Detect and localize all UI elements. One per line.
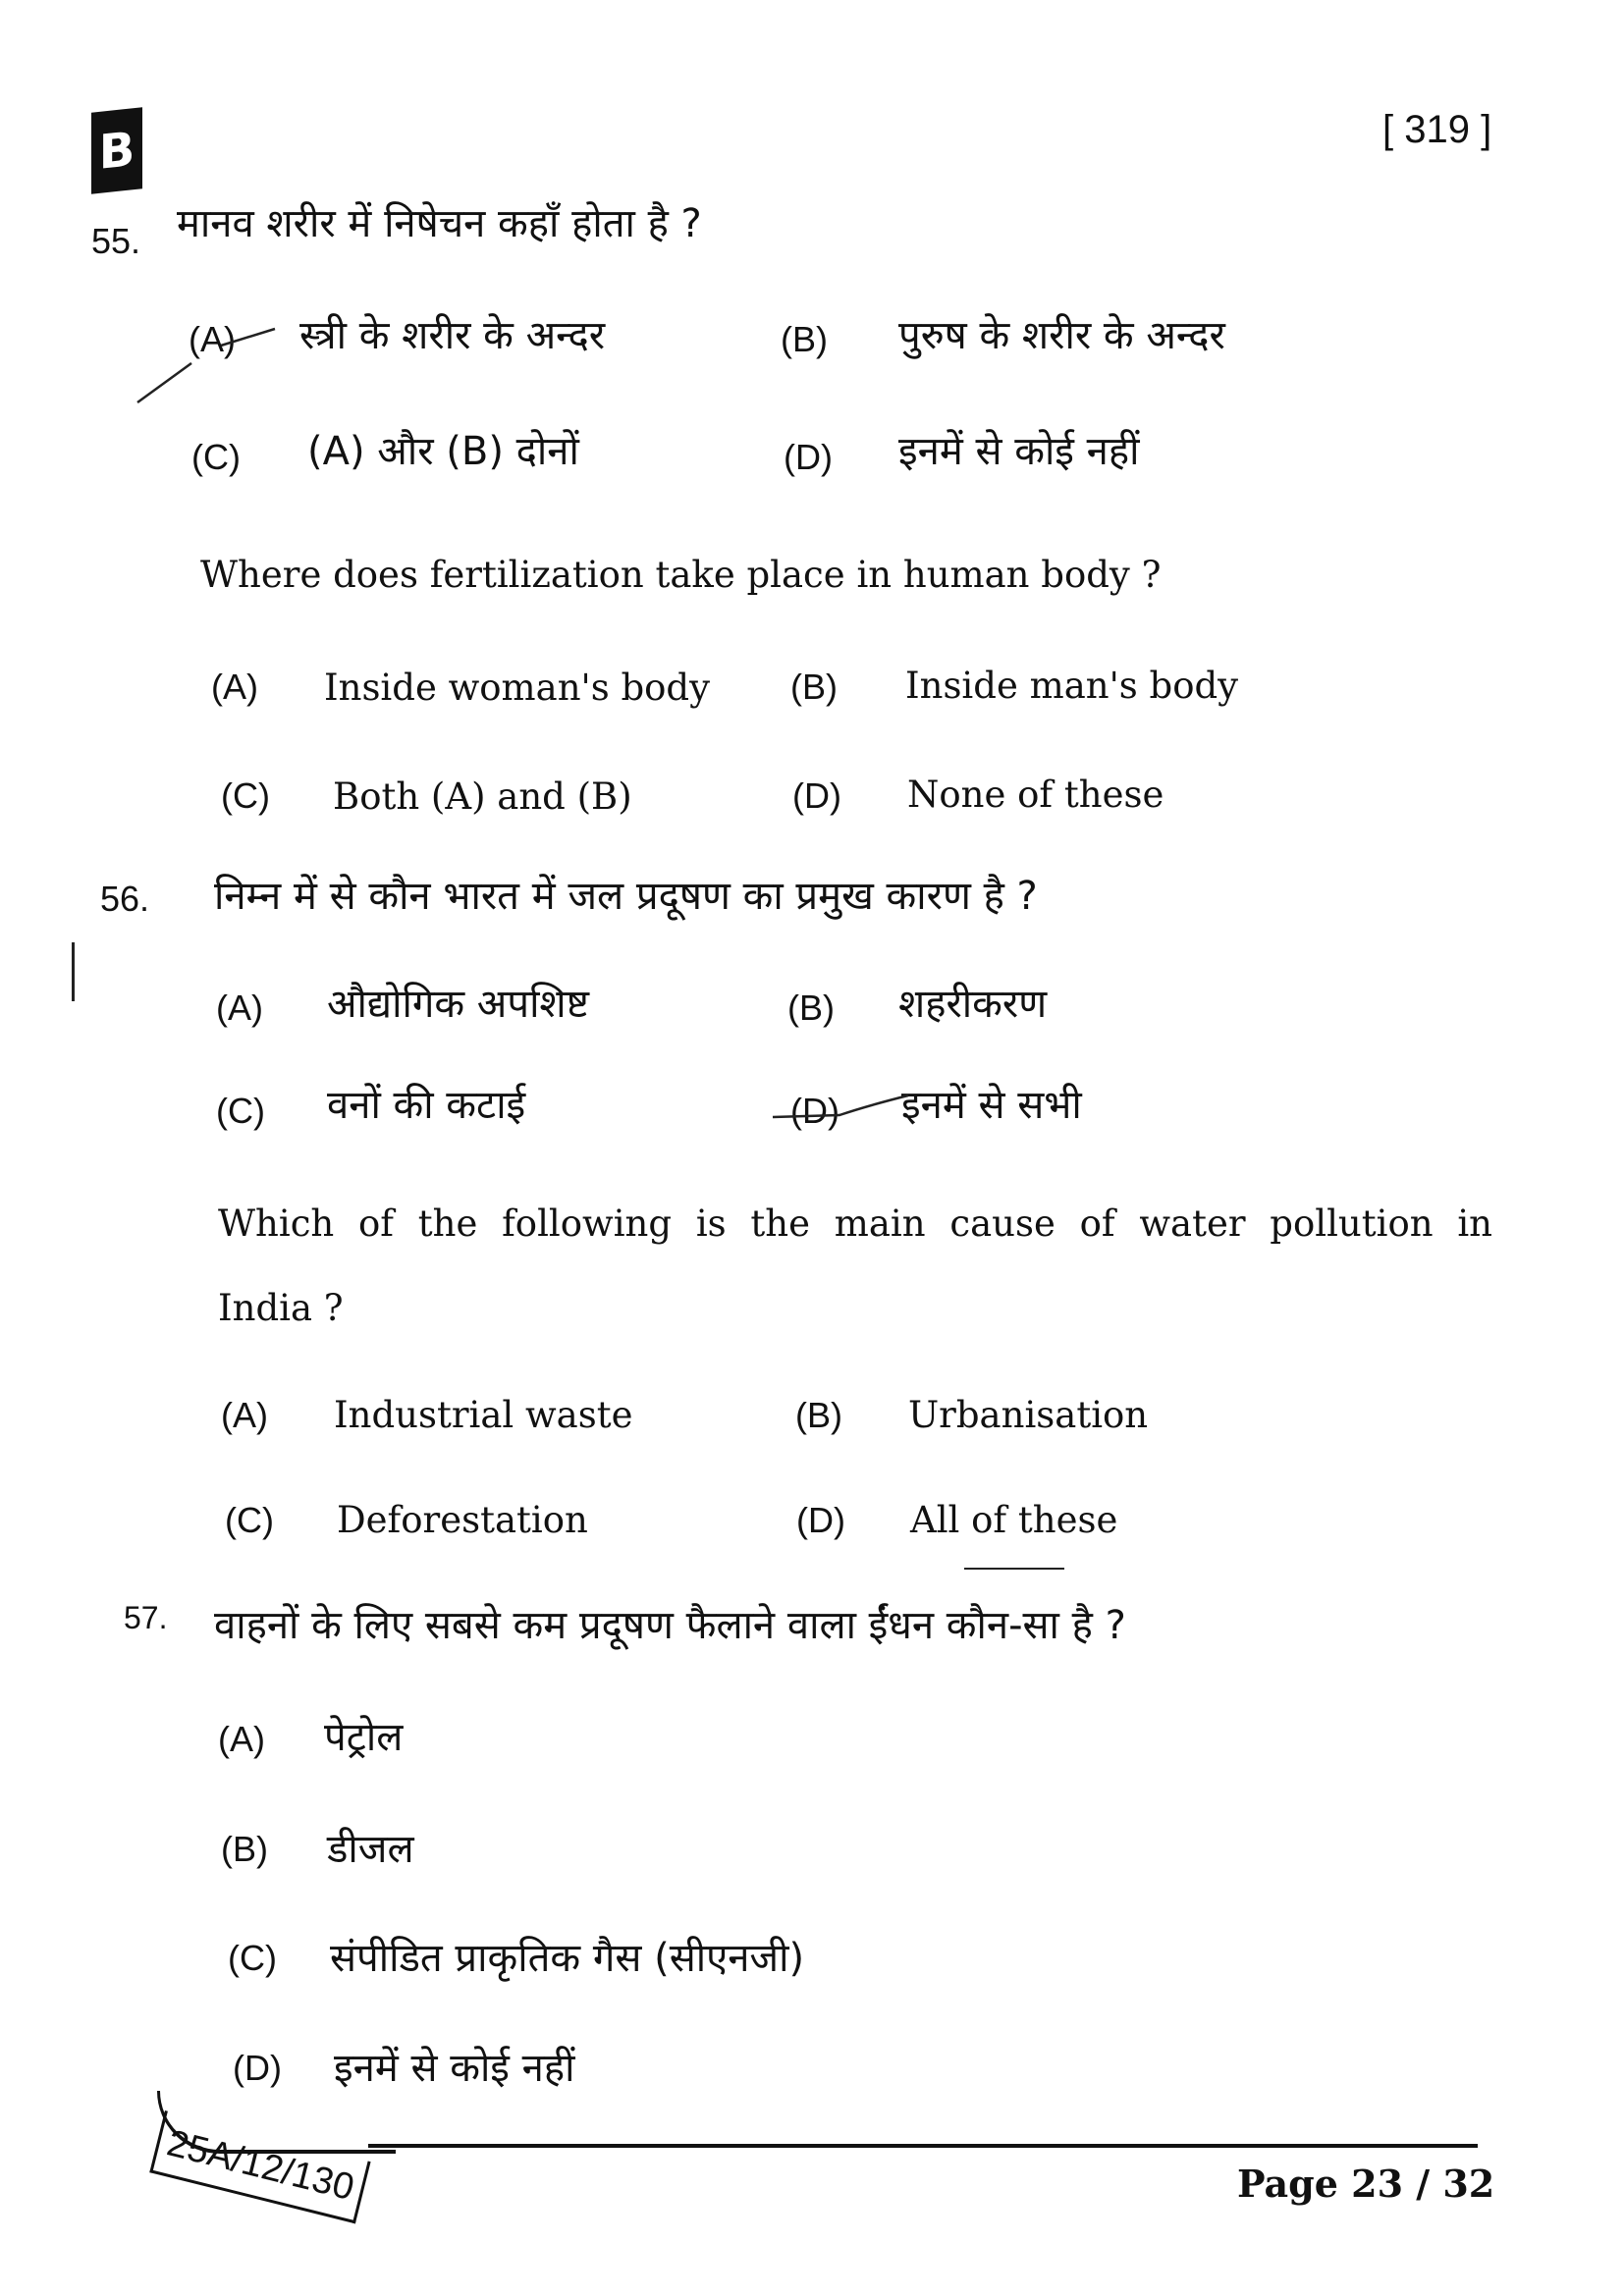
q56-en-option-a: Industrial waste <box>334 1394 633 1436</box>
q57-option-c-label: (C) <box>228 1938 277 1978</box>
q57-option-a: पेट्रोल <box>324 1715 404 1760</box>
q56-hi-option-a: औद्योगिक अपशिष्ट <box>327 982 589 1027</box>
q56-hi-option-a-label: (A) <box>216 988 263 1028</box>
q56-en-option-c-label: (C) <box>225 1500 274 1540</box>
q56-hi-option-c-label: (C) <box>216 1091 265 1131</box>
q56-hi-option-b-label: (B) <box>787 988 835 1028</box>
answer-underline <box>964 1568 1064 1570</box>
q55-en-option-c: Both (A) and (B) <box>333 775 632 818</box>
q56-hi-option-d-label: (D) <box>790 1091 839 1131</box>
q56-en-option-a-label: (A) <box>221 1395 268 1435</box>
paper-code-stamp: 25A/12/130 <box>149 2110 370 2223</box>
q56-en-option-d-label: (D) <box>796 1500 845 1540</box>
q56-en-option-d: All of these <box>910 1499 1118 1541</box>
q56-hi-option-d: इनमें से सभी <box>901 1083 1082 1128</box>
tick-mark-icon <box>771 1088 918 1131</box>
question-56-number: 56. <box>100 879 150 919</box>
q56-hi-option-b: शहरीकरण <box>898 982 1048 1027</box>
q55-en-option-c-label: (C) <box>221 775 270 816</box>
q55-hi-option-a: स्त्री के शरीर के अन्दर <box>299 313 606 358</box>
question-56-english-line1: Which of the following is the main cause of water pollution in <box>218 1202 1492 1245</box>
q55-hi-option-d-label: (D) <box>784 437 833 477</box>
q55-hi-option-c: (A) और (B) दोनों <box>307 429 579 474</box>
q57-option-a-label: (A) <box>218 1719 265 1759</box>
q55-hi-option-b-label: (B) <box>781 319 828 359</box>
q55-en-option-d-label: (D) <box>792 775 841 816</box>
q55-en-option-a: Inside woman's body <box>324 667 710 709</box>
q55-en-option-b: Inside man's body <box>905 665 1239 707</box>
footer-rule <box>368 2144 1478 2148</box>
question-56-english-line2: India ? <box>218 1287 344 1329</box>
question-55-hindi: मानव शरीर में निषेचन कहाँ होता है ? <box>177 201 702 246</box>
set-code-badge: B <box>91 107 142 193</box>
q55-en-option-a-label: (A) <box>211 667 258 707</box>
q57-option-b-label: (B) <box>221 1829 268 1869</box>
q57-option-d: इनमें से कोई नहीं <box>334 2046 575 2091</box>
q57-option-b: डीजल <box>327 1827 414 1872</box>
question-55-english: Where does fertilization take place in human body ? <box>200 554 1162 596</box>
q55-hi-option-a-label: (A) <box>189 319 236 359</box>
margin-mark <box>72 942 75 1001</box>
q57-option-d-label: (D) <box>233 2048 282 2088</box>
q57-option-c: संपीडित प्राकृतिक गैस (सीएनजी) <box>330 1936 805 1981</box>
question-57-number: 57. <box>124 1600 168 1635</box>
q55-hi-option-d: इनमें से कोई नहीं <box>898 429 1140 474</box>
page-bracket-number: [ 319 ] <box>1382 108 1492 151</box>
page-number: Page 23 / 32 <box>1237 2162 1495 2206</box>
question-55-number: 55. <box>91 221 141 261</box>
q55-hi-option-c-label: (C) <box>191 437 241 477</box>
question-57-hindi: वाहनों के लिए सबसे कम प्रदूषण फैलाने वाला ईंधन कौन-सा है ? <box>214 1603 1126 1648</box>
q56-en-option-b-label: (B) <box>795 1395 842 1435</box>
q55-en-option-d: None of these <box>907 774 1164 816</box>
question-56-hindi: निम्न में से कौन भारत में जल प्रदूषण का प्रमुख कारण है ? <box>214 874 1038 919</box>
q56-en-option-c: Deforestation <box>337 1499 588 1541</box>
q56-en-option-b: Urbanisation <box>908 1394 1149 1436</box>
tick-mark-icon <box>133 319 280 407</box>
q55-en-option-b-label: (B) <box>790 667 838 707</box>
q56-hi-option-c: वनों की कटाई <box>327 1083 526 1128</box>
q55-hi-option-b: पुरुष के शरीर के अन्दर <box>898 313 1225 358</box>
